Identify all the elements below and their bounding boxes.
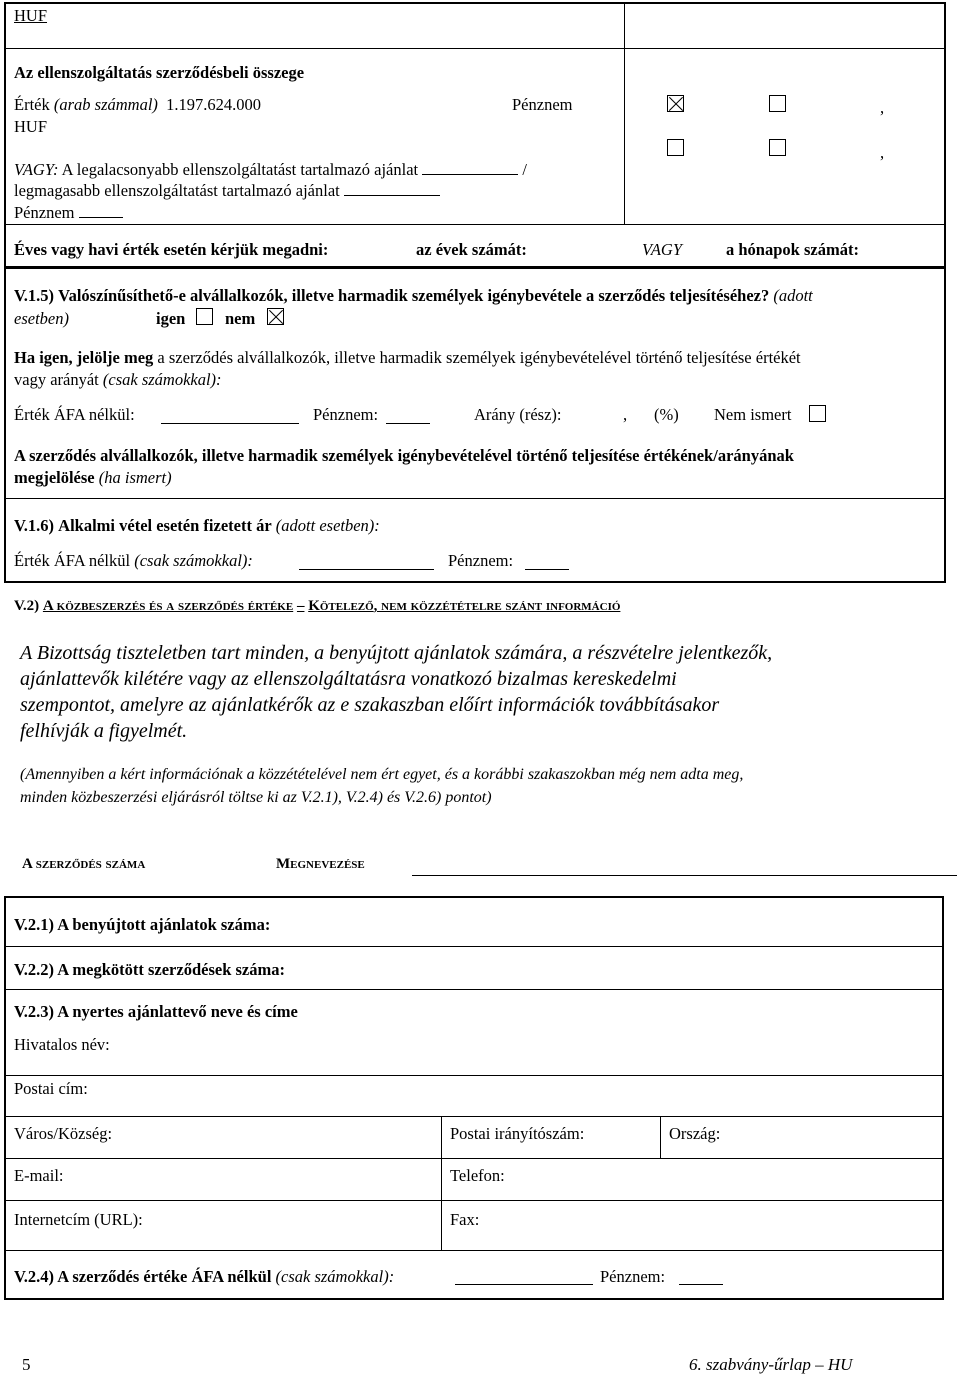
v16-paren: (adott esetben):: [275, 516, 380, 535]
v2-notice-1: A Bizottság tiszteletben tart minden, a benyújtott ajánlatok számára, a részvételre jelentkezők,: [20, 642, 773, 664]
v15-no-label: nem: [225, 309, 256, 328]
divider: [660, 1116, 661, 1158]
v16-value-field[interactable]: [299, 568, 434, 570]
contract-title-label: Megnevezése: [276, 856, 365, 872]
v15-title-row: [14, 286, 813, 306]
v2-heading-text: A közbeszerzés és a szerződés értéke: [42, 598, 294, 614]
divider: [4, 946, 944, 947]
v15-value-label: Érték ÁFA nélkül:: [14, 405, 135, 424]
comma: ,: [880, 143, 885, 162]
v2-notice-3: szempontot, amelyre az ajánlatkérők az e szakaszban előírt információk továbbításakor: [20, 694, 720, 716]
form-name: 6. szabvány-űrlap – HU: [689, 1355, 853, 1374]
divider: [4, 1200, 944, 1201]
v2-notice-2: ajánlattevők kilétére vagy az ellenszolgáltatásra vonatkozó bizalmas kereskedelmi: [20, 668, 677, 690]
v2-heading: [14, 598, 620, 615]
highest-offer-label: legmagasabb ellenszolgáltatást tartalmazó ajánlat: [14, 181, 340, 200]
v15-indication-2: megjelölése: [14, 468, 95, 487]
v16-value-label: Érték ÁFA nélkül: [14, 551, 131, 570]
v24-only-numbers: (csak számokkal):: [275, 1267, 395, 1286]
v15-paren-a: (adott: [773, 286, 813, 305]
contract-number-label: A szerződés száma: [22, 856, 146, 872]
official-name-label: Hivatalos név:: [14, 1035, 110, 1054]
url-label: Internetcím (URL):: [14, 1210, 143, 1229]
comma: ,: [880, 98, 885, 117]
v15-value-field[interactable]: [161, 422, 299, 424]
currency-field-2[interactable]: [79, 216, 123, 218]
v16-currency-field[interactable]: [525, 568, 569, 570]
annual-years: az évek számát:: [416, 240, 527, 259]
annual-months: a hónapok számát:: [726, 240, 859, 259]
v2-note-2: minden közbeszerzési eljárásról töltse ki az V.2.1), V.2.4) és V.2.6) pontot): [20, 789, 492, 806]
page-number: 5: [22, 1355, 31, 1374]
v15-yes-label: igen: [156, 309, 186, 328]
currency-label-2: Pénznem: [14, 203, 75, 222]
divider: [4, 498, 946, 499]
postcode-label: Postai irányítószám:: [450, 1124, 585, 1143]
country-label: Ország:: [669, 1124, 721, 1143]
divider: [4, 1250, 944, 1251]
v15-currency-label: Pénznem:: [313, 405, 379, 424]
city-label: Város/Község:: [14, 1124, 113, 1143]
fax-label: Fax:: [450, 1210, 480, 1229]
checkbox[interactable]: [769, 139, 786, 156]
v15-only-numbers: (csak számokkal):: [102, 370, 222, 389]
annual-label: Éves vagy havi érték esetén kérjük megadni:: [14, 240, 329, 259]
v24-currency-label: Pénznem:: [600, 1267, 666, 1286]
v16-number: V.1.6): [14, 516, 55, 535]
v15-unknown-checkbox[interactable]: [809, 405, 826, 422]
v15-if-known: (ha ismert): [98, 468, 172, 487]
lowest-offer-row: [14, 160, 527, 180]
divider: [4, 989, 944, 990]
v2-heading-dash: –: [296, 598, 305, 614]
v2-heading-mandatory: Kötelező: [308, 598, 374, 614]
award-section-frame: [4, 896, 944, 1300]
v16-title: Alkalmi vétel esetén fizetett ár: [58, 516, 272, 535]
highest-offer-row: [14, 181, 440, 201]
checkbox[interactable]: [769, 95, 786, 112]
v16-only-numbers: (csak számokkal):: [134, 551, 253, 570]
v15-unknown-label: Nem ismert: [714, 405, 792, 424]
v15-ratio-label: Arány (rész):: [474, 405, 562, 424]
v15-indication-row-2: [14, 468, 172, 488]
v15-ratio-comma: ,: [623, 405, 628, 424]
checkbox[interactable]: [667, 139, 684, 156]
v15-no-checkbox[interactable]: [267, 308, 284, 325]
currency-row-2: [14, 203, 123, 223]
currency-label: Pénznem: [512, 95, 573, 114]
divider: [441, 1116, 442, 1250]
v15-indication-1: A szerződés alvállalkozók, illetve harmadik személyek igénybevételével történő teljesítése értékének/arányának: [14, 446, 794, 465]
currency-value: HUF: [14, 117, 48, 136]
divider: [624, 2, 625, 224]
value-section-frame: [4, 2, 946, 268]
v15-yes-checkbox[interactable]: [196, 308, 213, 325]
v24-currency-field[interactable]: [679, 1283, 723, 1285]
v16-currency-label: Pénznem:: [448, 551, 514, 570]
v16-value-row: [14, 551, 253, 571]
v15-if-yes-text: a szerződés alvállalkozók, illetve harmadik személyek igénybevételével történő teljesítése értékét: [157, 348, 801, 367]
amount-heading: Az ellenszolgáltatás szerződésbeli összege: [14, 63, 305, 82]
v15-currency-field[interactable]: [386, 422, 430, 424]
highest-offer-field[interactable]: [344, 194, 440, 196]
v15-if-yes-row-2: [14, 370, 222, 390]
annual-or: VAGY: [642, 240, 683, 259]
v23-label: V.2.3) A nyertes ajánlattevő neve és címe: [14, 1002, 298, 1021]
divider: [4, 1116, 944, 1117]
v15-percent: (%): [654, 405, 679, 424]
v2-notice-4: felhívják a figyelmét.: [20, 720, 188, 742]
checkbox-checked[interactable]: [667, 95, 684, 112]
currency-code: HUF: [14, 6, 48, 25]
v22-label: V.2.2) A megkötött szerződések száma:: [14, 960, 285, 979]
v2-heading-number: V.2): [14, 598, 40, 614]
v15-if-yes-bold: Ha igen, jelölje meg: [14, 348, 154, 367]
v16-title-row: [14, 516, 380, 536]
contract-title-field[interactable]: [412, 874, 957, 876]
divider: [4, 1075, 944, 1076]
value-label-paren: (arab számmal): [53, 95, 158, 114]
v24-label: V.2.4) A szerződés értéke ÁFA nélkül: [14, 1267, 272, 1286]
v15-if-yes-text-2: vagy arányát: [14, 370, 99, 389]
lowest-offer-label: A legalacsonyabb ellenszolgáltatást tartalmazó ajánlat: [61, 160, 419, 179]
or-label: VAGY:: [14, 160, 59, 179]
value-amount: 1.197.624.000: [166, 95, 262, 114]
email-label: E-mail:: [14, 1166, 64, 1185]
v2-heading-not-for-pub: , nem közzétételre szánt információ: [373, 598, 621, 614]
lowest-offer-field[interactable]: [422, 173, 518, 175]
v24-row: [14, 1267, 394, 1287]
v15-title: Valószínűsíthető-e alvállalkozók, illetve harmadik személyek igénybevétele a szerződés teljesítéséhez?: [58, 286, 770, 305]
phone-label: Telefon:: [450, 1166, 505, 1185]
divider: [4, 1158, 944, 1159]
divider: [4, 224, 946, 225]
v24-value-field[interactable]: [455, 1283, 593, 1285]
value-row: [14, 95, 261, 115]
value-label: Érték: [14, 95, 50, 114]
v15-number: V.1.5): [14, 286, 55, 305]
v15-paren-b: esetben): [14, 309, 69, 328]
v15-if-yes-row: [14, 348, 801, 368]
v21-label: V.2.1) A benyújtott ajánlatok száma:: [14, 915, 271, 934]
divider: [4, 48, 946, 49]
slash: /: [522, 160, 527, 179]
v2-note-1: (Amennyiben a kért információnak a közzétételével nem ért egyet, és a korábbi szakaszokban még nem adta meg,: [20, 766, 744, 783]
postal-address-label: Postai cím:: [14, 1079, 88, 1098]
